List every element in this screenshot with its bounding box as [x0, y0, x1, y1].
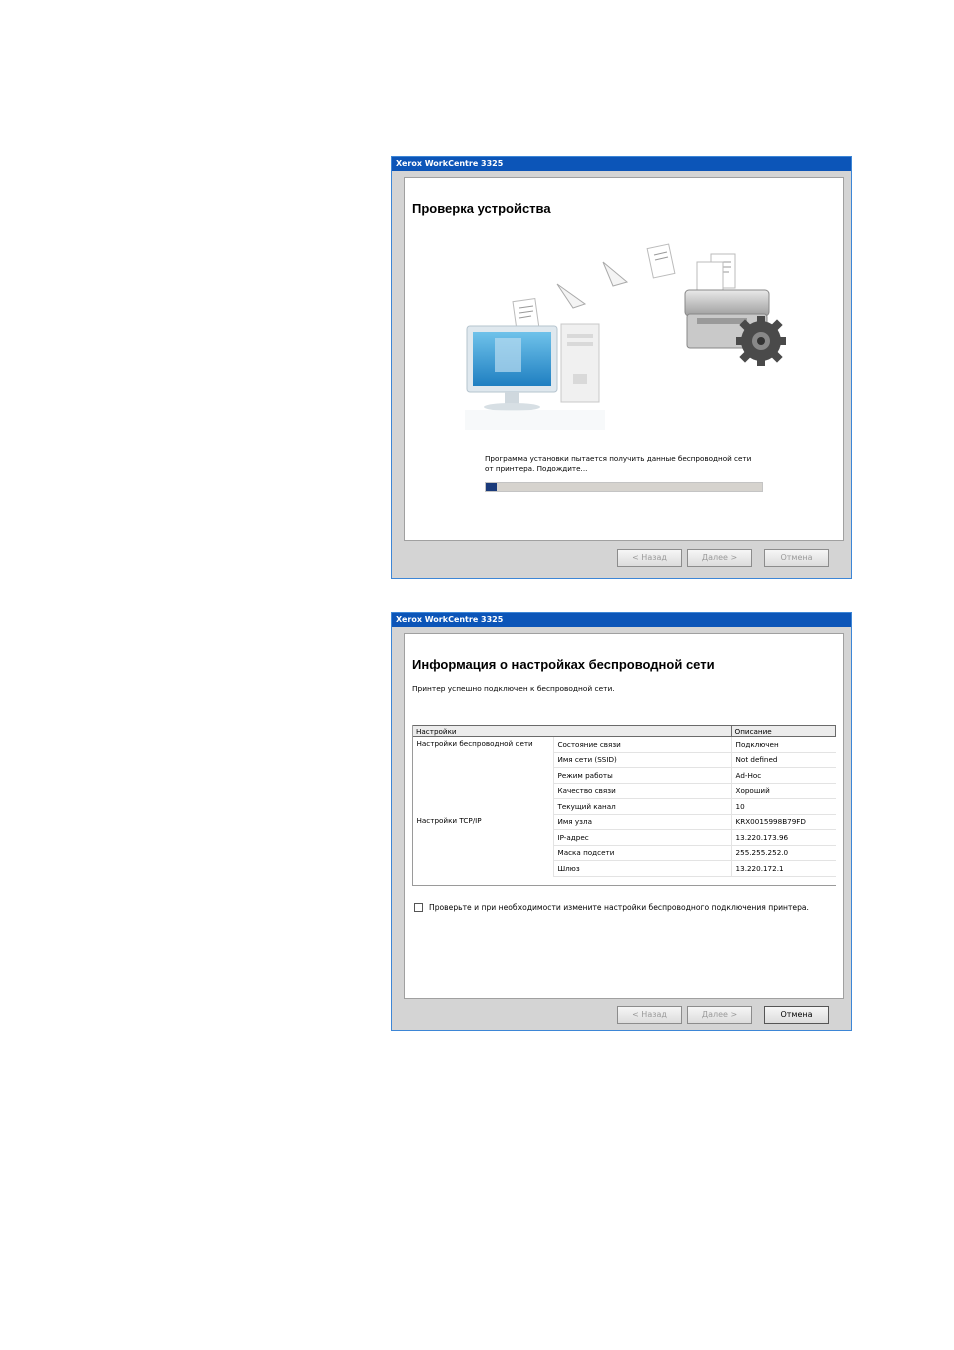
setting-value: Хороший	[731, 783, 835, 799]
setting-value: Подключен	[731, 737, 835, 753]
settings-table	[412, 725, 836, 877]
content-panel	[404, 633, 844, 999]
setting-name: Маска подсети	[553, 845, 731, 861]
column-header-description: Описание	[731, 726, 835, 737]
wireless-info-dialog	[391, 612, 852, 1031]
setting-value: 10	[731, 799, 835, 815]
setting-name: IP-адрес	[553, 830, 731, 846]
status-message: Программа установки пытается получить данные беспроводной сети от принтера. Подождите...	[485, 454, 752, 473]
window-title: Xerox WorkCentre 3325	[392, 613, 851, 627]
page-title: Проверка устройства	[412, 201, 551, 216]
cancel-button[interactable]: Отмена	[764, 1006, 829, 1024]
next-button[interactable]: Далее >	[687, 1006, 752, 1024]
setting-name: Режим работы	[553, 768, 731, 784]
window-title: Xerox WorkCentre 3325	[392, 157, 851, 171]
setting-value: 13.220.173.96	[731, 830, 835, 846]
setting-name: Качество связи	[553, 783, 731, 799]
setting-name: Шлюз	[553, 861, 731, 877]
document-icon	[647, 244, 675, 278]
setting-name: Имя сети (SSID)	[553, 752, 731, 768]
setting-name: Состояние связи	[553, 737, 731, 753]
table-row	[413, 814, 836, 830]
column-header-settings: Настройки	[413, 726, 732, 737]
setting-name: Имя узла	[553, 814, 731, 830]
setting-value: KRX0015998B79FD	[731, 814, 835, 830]
page-title: Информация о настройках беспроводной сети	[412, 657, 715, 672]
verify-settings-checkbox[interactable]	[414, 903, 809, 912]
setting-name: Текущий канал	[553, 799, 731, 815]
transfer-illustration	[445, 242, 805, 452]
gear-icon	[736, 316, 786, 366]
setting-value: 13.220.172.1	[731, 861, 835, 877]
back-button[interactable]: < Назад	[617, 1006, 682, 1024]
status-subtitle: Принтер успешно подключен к беспроводной сети.	[412, 684, 615, 693]
setting-value: 255.255.252.0	[731, 845, 835, 861]
group-label: Настройки TCP/IP	[413, 814, 554, 876]
cancel-button[interactable]: Отмена	[764, 549, 829, 567]
table-row	[413, 737, 836, 753]
document-icon	[557, 284, 585, 308]
device-check-dialog	[391, 156, 852, 579]
progress-bar	[485, 482, 763, 492]
setting-value: Not defined	[731, 752, 835, 768]
computer-icon	[465, 324, 605, 430]
document-icon	[603, 262, 627, 286]
progress-fill	[486, 483, 497, 491]
setting-value: Ad-Hoc	[731, 768, 835, 784]
checkbox-label: Проверьте и при необходимости измените настройки беспроводного подключения принтера.	[429, 903, 809, 912]
next-button[interactable]: Далее >	[687, 549, 752, 567]
back-button[interactable]: < Назад	[617, 549, 682, 567]
content-panel	[404, 177, 844, 541]
checkbox-box[interactable]	[414, 903, 423, 912]
group-label: Настройки беспроводной сети	[413, 737, 554, 815]
